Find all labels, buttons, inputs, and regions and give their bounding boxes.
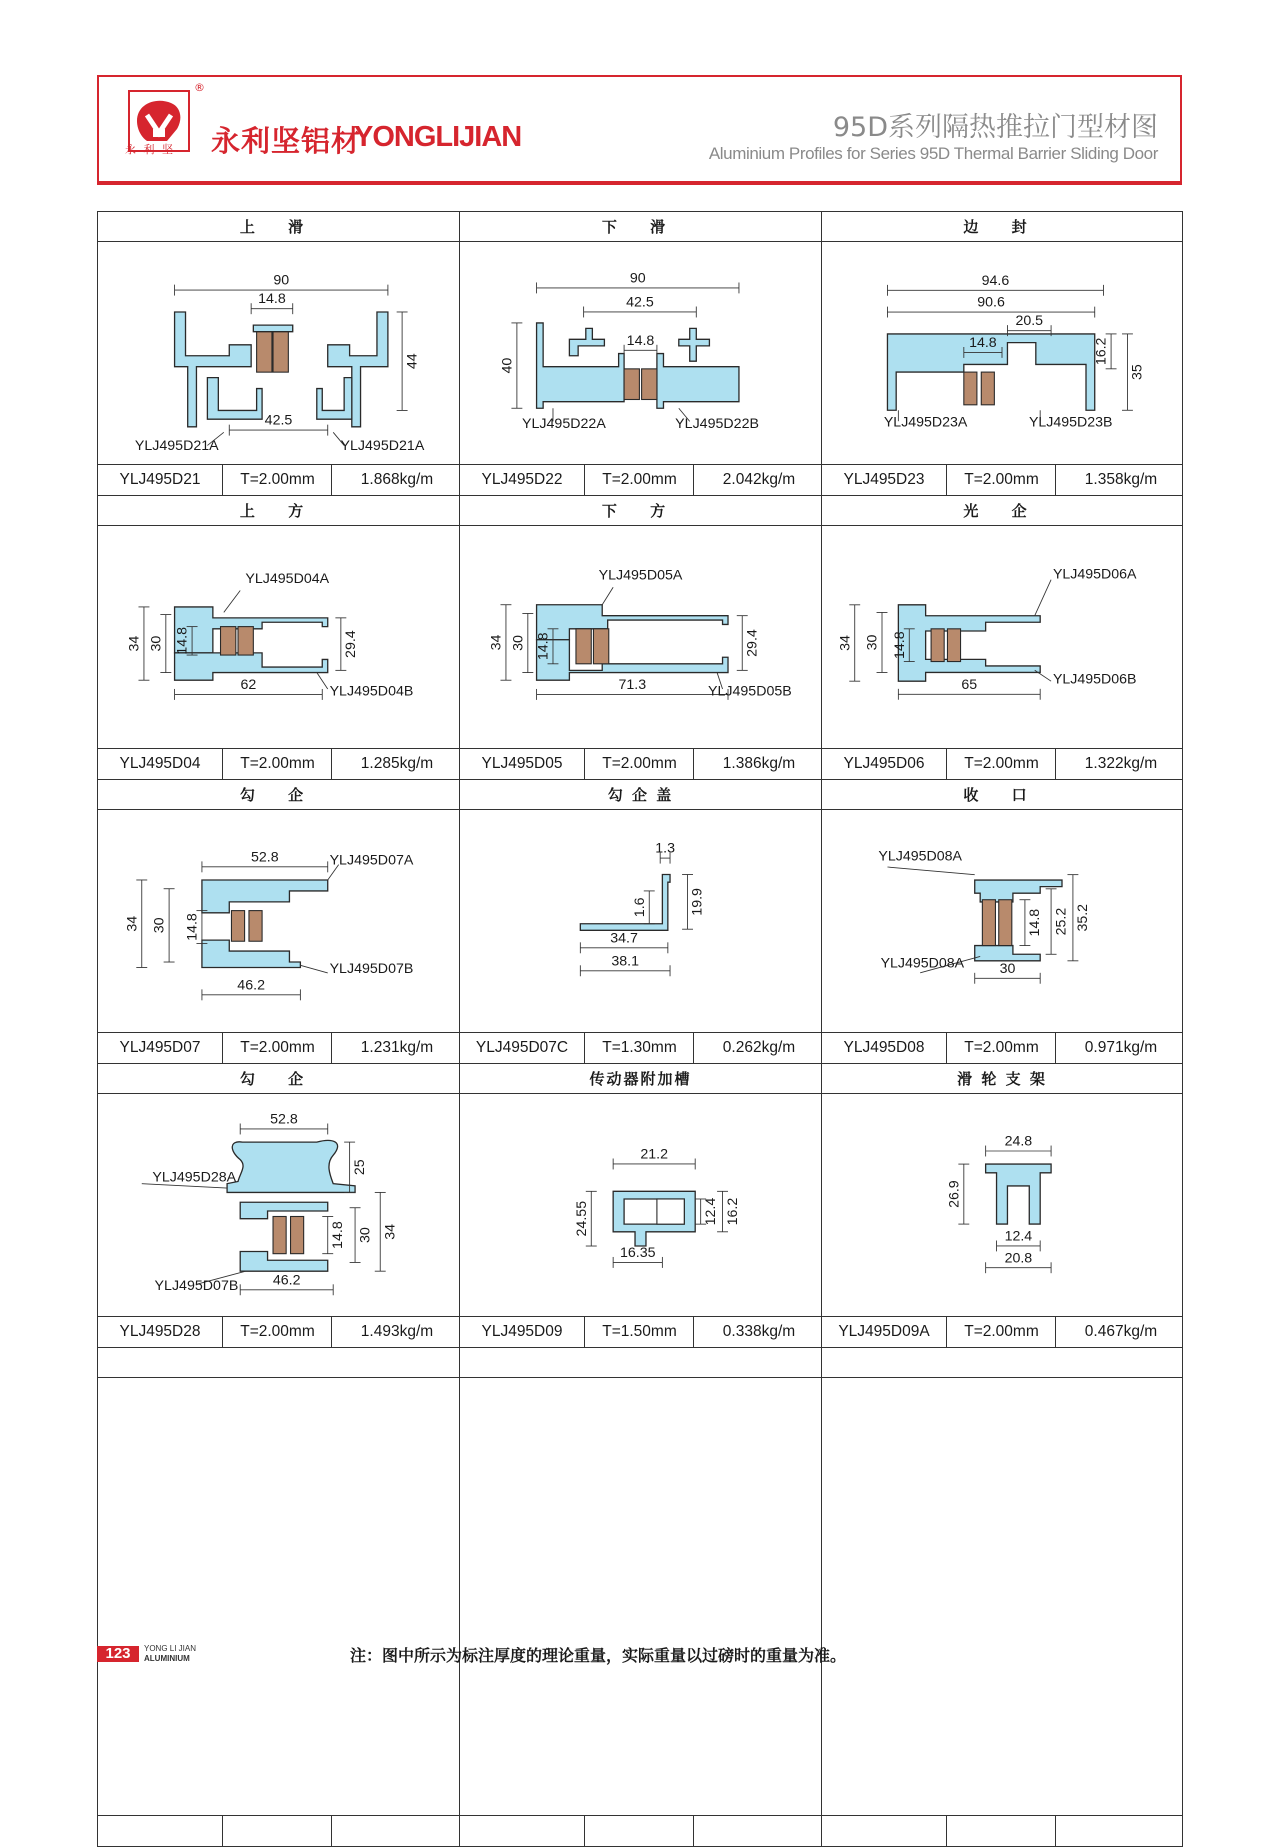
spec-weight: 1.231kg/m — [331, 1033, 462, 1063]
dimension-label: 14.8 — [184, 913, 201, 941]
spec-empty — [693, 1816, 824, 1846]
profile-drawing — [822, 525, 1182, 749]
thermal-strip — [642, 369, 657, 400]
part-code-label: YLJ495D08A — [880, 955, 965, 972]
section-diagram — [98, 1093, 459, 1317]
section-diagram — [822, 525, 1182, 749]
dimension-label: 34 — [124, 915, 141, 932]
spec-row — [98, 1815, 459, 1846]
spec-row — [822, 748, 1182, 779]
section-diagram — [822, 1093, 1182, 1317]
spec-row — [822, 1316, 1182, 1347]
spec-code: YLJ495D28 — [119, 1323, 201, 1340]
dimension-label: 34 — [126, 635, 143, 652]
spec-weight: 0.467kg/m — [1055, 1317, 1186, 1347]
profile-drawing — [822, 1093, 1182, 1317]
dimension-label: 24.55 — [573, 1200, 590, 1237]
dimension-label: 14.8 — [626, 332, 655, 349]
spec-thickness: T=2.00mm — [222, 465, 332, 495]
section-diagram — [98, 525, 459, 749]
brand-name-cn: 永利坚铝材 — [211, 124, 362, 158]
spec-row — [822, 1032, 1182, 1063]
profile-name — [822, 1348, 1182, 1378]
thermal-strip — [964, 372, 977, 405]
spec-code: YLJ495D21 — [119, 471, 201, 488]
profile-name: 勾 企 — [98, 780, 459, 810]
dimension-label: 29.4 — [744, 629, 761, 657]
profile-section — [207, 378, 262, 420]
profile-name — [460, 1348, 821, 1378]
page-title-cn: 95D系列隔热推拉门型材图 — [832, 112, 1158, 143]
part-code-label: YLJ495D04B — [329, 683, 414, 700]
dimension-label: 14.8 — [535, 632, 552, 661]
part-code-label: YLJ495D06B — [1052, 671, 1137, 688]
dimension-label: 30 — [148, 635, 165, 652]
dimension-label: 14.8 — [969, 335, 997, 351]
dimension-label: 26.9 — [946, 1180, 963, 1208]
dimension-label: 42.5 — [264, 412, 293, 429]
profile-drawing — [460, 1093, 821, 1317]
registered-mark: ® — [194, 81, 205, 94]
dimension-label: 12.4 — [702, 1197, 719, 1226]
empty-cell — [459, 1347, 822, 1847]
part-code-label: YLJ495D22B — [675, 415, 759, 432]
spec-thickness: T=1.30mm — [584, 1033, 694, 1063]
profile-cell — [459, 495, 822, 780]
spec-thickness: T=2.00mm — [584, 465, 694, 495]
spec-weight: 1.285kg/m — [331, 749, 462, 779]
dimension-label: 35 — [1129, 364, 1146, 380]
part-code-label: YLJ495D07B — [329, 960, 414, 977]
spec-code: YLJ495D06 — [843, 755, 925, 772]
dimension-line — [1035, 580, 1051, 616]
profile-name: 下 方 — [460, 496, 821, 526]
spec-code: YLJ495D07C — [475, 1039, 569, 1056]
spec-code: YLJ495D04 — [119, 755, 201, 772]
profile-name: 边 封 — [822, 212, 1182, 242]
header-divider — [97, 181, 1182, 185]
dimension-label: 1.6 — [631, 897, 648, 918]
dimension-label: 25.2 — [1053, 907, 1070, 936]
profile-name: 勾 企 盖 — [460, 780, 821, 810]
thermal-strip — [231, 911, 244, 942]
spec-thickness: T=2.00mm — [222, 1033, 332, 1063]
dimension-label: 21.2 — [640, 1146, 669, 1163]
section-diagram — [98, 809, 459, 1033]
spec-thickness: T=2.00mm — [222, 749, 332, 779]
thermal-strip — [273, 328, 288, 372]
spec-row — [98, 1316, 459, 1347]
dimension-label: 52.8 — [270, 1111, 298, 1128]
section-diagram — [460, 1093, 821, 1317]
spec-code: YLJ495D09A — [838, 1323, 930, 1340]
dimension-label: 14.8 — [174, 626, 191, 655]
profile-section — [317, 378, 352, 420]
spec-row — [822, 1815, 1182, 1846]
thermal-strip — [291, 1216, 304, 1253]
spec-empty — [98, 1816, 222, 1846]
dimension-label: 65 — [961, 676, 978, 693]
spec-thickness: T=2.00mm — [946, 465, 1056, 495]
spec-weight: 0.262kg/m — [693, 1033, 824, 1063]
dimension-line — [224, 591, 240, 613]
spec-weight: 1.322kg/m — [1055, 749, 1186, 779]
dimension-label: 14.8 — [329, 1221, 346, 1249]
profile-section — [580, 875, 670, 931]
profile-section — [679, 328, 710, 361]
page-header — [97, 75, 1182, 183]
spec-thickness: T=2.00mm — [222, 1317, 332, 1347]
profile-cell — [821, 779, 1183, 1064]
footer-brand-line2: ALUMINIUM — [144, 1654, 190, 1663]
slot-opening — [657, 1199, 684, 1224]
dimension-label: 25 — [351, 1159, 368, 1176]
spec-empty — [222, 1816, 332, 1846]
profile-section — [253, 325, 292, 332]
section-diagram — [460, 809, 821, 1033]
spec-row — [460, 748, 821, 779]
dimension-label: 16.2 — [724, 1197, 741, 1226]
spec-empty — [460, 1816, 584, 1846]
section-diagram — [822, 809, 1182, 1033]
thermal-strip — [981, 372, 994, 405]
page-title-en: Aluminium Profiles for Series 95D Thermal Barrier Sliding Door — [708, 144, 1158, 163]
dimension-label: 14.8 — [891, 631, 908, 659]
profile-section — [569, 328, 604, 355]
dimension-label: 42.5 — [626, 294, 654, 311]
dimension-label: 90 — [629, 270, 646, 287]
profile-drawing — [98, 525, 459, 749]
dimension-label: 46.2 — [237, 977, 265, 994]
profile-drawing — [460, 241, 821, 465]
profile-drawing — [822, 809, 1182, 1033]
profile-section — [537, 640, 728, 680]
profile-name: 勾 企 — [98, 1064, 459, 1094]
dimension-line — [1035, 670, 1051, 681]
dimension-line — [300, 965, 327, 973]
thermal-strip — [273, 1216, 286, 1253]
thermal-strip — [593, 629, 608, 664]
spec-row — [460, 464, 821, 495]
dimension-label: 30 — [151, 917, 168, 934]
dimension-label: 16.2 — [1093, 337, 1110, 366]
dimension-label: 30 — [999, 960, 1016, 977]
section-diagram — [460, 241, 821, 465]
part-code-label: YLJ495D04A — [245, 570, 330, 587]
spec-empty — [331, 1816, 462, 1846]
page-number: 123 — [97, 1646, 139, 1662]
profile-name: 传动器附加槽 — [460, 1064, 821, 1094]
profile-section — [657, 354, 739, 409]
profile-name: 上 滑 — [98, 212, 459, 242]
dimension-label: 34.7 — [610, 930, 638, 947]
profile-cell — [97, 495, 460, 780]
dimension-label: 46.2 — [272, 1272, 301, 1289]
spec-code: YLJ495D09 — [481, 1323, 563, 1340]
profile-drawing — [460, 525, 821, 749]
spec-weight: 1.868kg/m — [331, 465, 462, 495]
dimension-label: 14.8 — [258, 291, 286, 308]
dimension-label: 62 — [240, 676, 257, 693]
dimension-label: 94.6 — [981, 272, 1010, 289]
dimension-label: 30 — [357, 1227, 374, 1243]
profile-name: 光 企 — [822, 496, 1182, 526]
spec-weight: 1.493kg/m — [331, 1317, 462, 1347]
spec-code: YLJ495D08 — [843, 1039, 925, 1056]
profile-drawing — [98, 809, 459, 1033]
dimension-label: 24.8 — [1004, 1133, 1033, 1150]
spec-row — [98, 748, 459, 779]
dimension-label: 35.2 — [1075, 903, 1092, 932]
dimension-label: 52.8 — [250, 849, 279, 866]
dimension-label: 19.9 — [689, 888, 706, 916]
spec-empty — [946, 1816, 1056, 1846]
dimension-label: 71.3 — [618, 676, 647, 693]
dimension-label: 1.3 — [655, 840, 676, 857]
profile-cell — [97, 211, 460, 496]
spec-empty — [822, 1816, 946, 1846]
thermal-strip — [624, 369, 639, 400]
profile-name: 收 口 — [822, 780, 1182, 810]
dimension-label: 90.6 — [977, 294, 1005, 311]
profile-section — [986, 1164, 1051, 1224]
dimension-label: 16.35 — [619, 1244, 656, 1261]
dimension-label: 20.8 — [1004, 1250, 1033, 1267]
dimension-label: 14.8 — [1027, 908, 1044, 937]
brand-logo-icon — [127, 89, 191, 169]
profile-section — [227, 1140, 355, 1192]
dimension-label: 34 — [382, 1223, 399, 1240]
footer-note: 注：图中所示为标注厚度的理论重量，实际重量以过磅时的重量为准。 — [350, 1646, 847, 1665]
profile-section — [898, 605, 1040, 681]
thermal-strip — [238, 627, 253, 655]
dimension-label: 12.4 — [1004, 1228, 1033, 1245]
profile-cell — [459, 211, 822, 496]
profile-cell — [459, 779, 822, 1064]
dimension-label: 29.4 — [343, 630, 360, 658]
profile-cell — [821, 495, 1183, 780]
part-code-label: YLJ495D07A — [329, 852, 414, 869]
spec-thickness: T=2.00mm — [946, 1317, 1056, 1347]
profile-section — [975, 880, 1062, 902]
thermal-strip — [931, 629, 944, 662]
profile-section — [537, 323, 625, 408]
spec-row — [460, 1815, 821, 1846]
spec-row — [822, 464, 1182, 495]
profile-name: 上 方 — [98, 496, 459, 526]
part-code-label: YLJ495D21A — [340, 437, 425, 454]
part-code-label: YLJ495D05B — [707, 683, 792, 700]
thermal-strip — [947, 629, 960, 662]
dimension-label: 40 — [499, 357, 516, 374]
spec-thickness: T=2.00mm — [584, 749, 694, 779]
profile-drawing — [98, 1093, 459, 1317]
dimension-line — [887, 867, 974, 875]
profile-section — [975, 946, 1040, 961]
thermal-strip — [999, 900, 1012, 946]
part-code-label: YLJ495D23B — [1028, 414, 1113, 431]
thermal-strip — [221, 627, 236, 655]
part-code-label: YLJ495D28A — [152, 1169, 237, 1186]
spec-weight: 0.971kg/m — [1055, 1033, 1186, 1063]
dimension-label: 30 — [510, 635, 527, 651]
dimension-label: 34 — [488, 634, 505, 651]
dimension-label: 20.5 — [1015, 313, 1044, 330]
profile-drawing — [822, 241, 1182, 465]
dimension-label: 90 — [273, 272, 290, 289]
section-diagram — [460, 525, 821, 749]
spec-empty — [1055, 1816, 1186, 1846]
profile-name: 滑 轮 支 架 — [822, 1064, 1182, 1094]
part-code-label: YLJ495D08A — [878, 848, 962, 865]
spec-code: YLJ495D07 — [119, 1039, 201, 1056]
section-diagram — [98, 241, 459, 465]
profile-section — [202, 880, 328, 913]
profile-cell — [97, 779, 460, 1064]
profile-cell — [459, 1063, 822, 1348]
empty-cell — [97, 1347, 460, 1847]
profile-cell — [97, 1063, 460, 1348]
profile-section — [328, 312, 388, 427]
spec-row — [460, 1032, 821, 1063]
profile-section — [240, 1251, 328, 1271]
profile-section — [537, 605, 728, 640]
thermal-strip — [982, 900, 995, 946]
part-code-label: YLJ495D21A — [134, 437, 219, 454]
spec-weight: 2.042kg/m — [693, 465, 824, 495]
dimension-label: 44 — [404, 353, 421, 370]
spec-row — [460, 1316, 821, 1347]
profile-cell — [821, 211, 1183, 496]
thermal-strip — [257, 328, 272, 372]
spec-weight: 0.338kg/m — [693, 1317, 824, 1347]
dimension-line — [317, 673, 328, 689]
empty-cell — [821, 1347, 1183, 1847]
thermal-strip — [249, 911, 262, 942]
profile-name — [98, 1348, 459, 1378]
spec-row — [98, 1032, 459, 1063]
profile-cell — [821, 1063, 1183, 1348]
spec-thickness: T=2.00mm — [946, 749, 1056, 779]
profile-name: 下 滑 — [460, 212, 821, 242]
part-code-label: YLJ495D05A — [598, 567, 683, 584]
dimension-label: 30 — [864, 634, 881, 651]
spec-code: YLJ495D23 — [843, 471, 925, 488]
section-diagram — [822, 241, 1182, 465]
profile-section — [202, 940, 300, 967]
profile-drawing — [460, 809, 821, 1033]
dimension-line — [602, 587, 613, 605]
spec-weight: 1.386kg/m — [693, 749, 824, 779]
part-code-label: YLJ495D23A — [883, 414, 968, 431]
spec-empty — [584, 1816, 694, 1846]
spec-code: YLJ495D05 — [481, 755, 563, 772]
footer-brand-line1: YONG LI JIAN — [144, 1644, 197, 1653]
part-code-label: YLJ495D06A — [1052, 566, 1137, 583]
spec-thickness: T=2.00mm — [946, 1033, 1056, 1063]
logo-caption: 永 利 坚 — [125, 143, 175, 156]
profile-drawing — [98, 241, 459, 465]
spec-thickness: T=1.50mm — [584, 1317, 694, 1347]
spec-weight: 1.358kg/m — [1055, 465, 1186, 495]
part-code-label: YLJ495D07B — [154, 1277, 239, 1294]
part-code-label: YLJ495D22A — [522, 415, 606, 432]
dimension-label: 34 — [837, 635, 854, 651]
spec-code: YLJ495D22 — [481, 471, 563, 488]
brand-name-en: YONGLIJIAN — [354, 121, 522, 153]
spec-row — [98, 464, 459, 495]
thermal-strip — [576, 629, 591, 664]
dimension-label: 38.1 — [611, 953, 640, 970]
